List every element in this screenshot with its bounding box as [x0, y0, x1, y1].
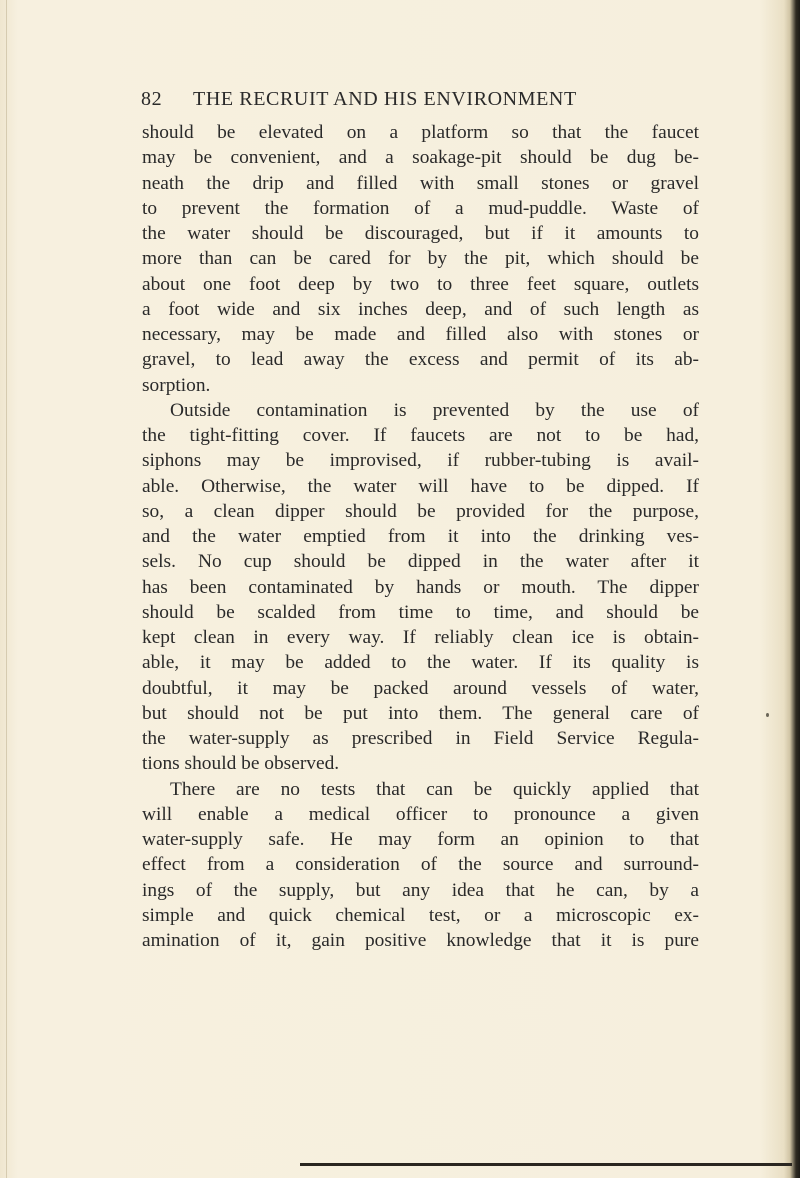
- text-line: but should not be put into them. The general care of: [142, 702, 699, 724]
- text-line: necessary, may be made and filled also with stones or: [142, 324, 699, 345]
- text-line: a foot wide and six inches deep, and of such length as: [142, 298, 699, 320]
- body-text: [142, 120, 699, 953]
- page-number: 82: [141, 88, 163, 110]
- ink-speck: [766, 713, 769, 717]
- text-line: to prevent the formation of a mud-puddle. Waste of: [142, 197, 699, 219]
- text-line: about one foot deep by two to three feet square, outlets: [142, 273, 699, 295]
- paragraph-start: Outside contamination is prevented by the use of: [170, 399, 699, 421]
- page-bottom-edge: [300, 1163, 792, 1166]
- text-line: may be convenient, and a soakage-pit should be dug be-: [142, 147, 699, 169]
- text-line: sels. No cup should be dipped in the water after it: [142, 551, 699, 573]
- text-line: ings of the supply, but any idea that he can, by a: [142, 879, 699, 901]
- page-edge: [6, 0, 7, 1178]
- text-line: able. Otherwise, the water will have to be dipped. If: [142, 475, 699, 497]
- text-line: the water-supply as prescribed in Field Service Regula-: [142, 728, 699, 749]
- paragraph-start: There are no tests that can be quickly applied that: [170, 778, 699, 800]
- text-line: so, a clean dipper should be provided for the purpose,: [142, 500, 699, 522]
- text-line: more than can be cared for by the pit, which should be: [142, 248, 699, 270]
- running-head: [141, 88, 701, 111]
- text-line: amination of it, gain positive knowledge that it is pure: [142, 930, 699, 951]
- text-line: will enable a medical officer to pronounce a given: [142, 803, 699, 825]
- text-line: water-supply safe. He may form an opinion to that: [142, 829, 699, 850]
- text-line: the water should be discouraged, but if it amounts to: [142, 223, 699, 244]
- text-line: neath the drip and filled with small stones or gravel: [142, 172, 699, 194]
- text-line: simple and quick chemical test, or a microscopic ex-: [142, 904, 699, 926]
- text-line: kept clean in every way. If reliably clean ice is obtain-: [142, 627, 699, 648]
- text-line: and the water emptied from it into the drinking ves-: [142, 526, 699, 547]
- text-line: should be elevated on a platform so that the faucet: [142, 122, 699, 143]
- text-line: doubtful, it may be packed around vessels of water,: [142, 677, 699, 699]
- text-line: gravel, to lead away the excess and permit of its ab-: [142, 349, 699, 371]
- text-line: able, it may be added to the water. If its quality is: [142, 652, 699, 674]
- text-line: sorption.: [142, 374, 211, 396]
- text-line: the tight-fitting cover. If faucets are not to be had,: [142, 425, 699, 446]
- text-line: should be scalded from time to time, and should be: [142, 601, 699, 623]
- text-line: effect from a consideration of the source and surround-: [142, 854, 699, 876]
- running-title: THE RECRUIT AND HIS ENVIRONMENT: [193, 88, 577, 110]
- text-line: tions should be observed.: [142, 753, 340, 775]
- text-line: has been contaminated by hands or mouth. The dipper: [142, 576, 699, 598]
- text-line: siphons may be improvised, if rubber-tubing is avail-: [142, 450, 699, 472]
